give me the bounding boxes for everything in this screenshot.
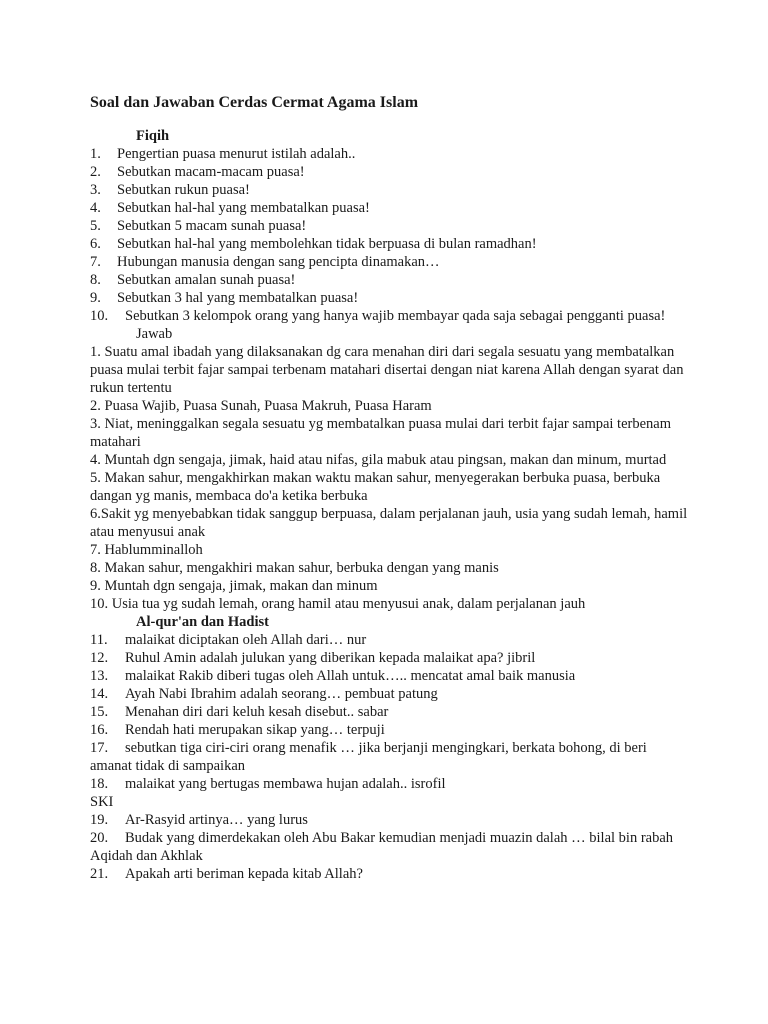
list-item: 3. Sebutkan rukun puasa! bbox=[90, 182, 250, 198]
answer-item: 3. Niat, meninggalkan segala sesuatu yg membatalkan puasa mulai dari terbit fajar sampai terbenam matahari bbox=[90, 416, 672, 450]
list-item: 17. sebutkan tiga ciri-ciri orang menafik … jika berjanji mengingkari, berkata bohong, di beri amanat tidak di sampaikan bbox=[90, 740, 647, 774]
list-item: 14. Ayah Nabi Ibrahim adalah seorang… pembuat patung bbox=[90, 686, 438, 702]
list-item: 19. Ar-Rasyid artinya… yang lurus bbox=[90, 812, 308, 828]
answer-item: 5. Makan sahur, mengakhirkan makan waktu makan sahur, menyegerakan berbuka puasa, berbuka dangan yg manis, membaca do'a ketika berbuka bbox=[90, 470, 661, 504]
answer-item: 6.Sakit yg menyebabkan tidak sanggup berpuasa, dalam perjalanan jauh, usia yang sudah lemah, hamil atau menyusui anak bbox=[90, 506, 688, 540]
answer-item: 1. Suatu amal ibadah yang dilaksanakan dg cara menahan diri dari segala sesuatu yang membatalkan puasa mulai terbit fajar sampai terbenam matahari disertai dengan niat karena Allah dengan syarat dan rukun tertentu bbox=[90, 344, 684, 396]
fiqih-answers bbox=[90, 343, 690, 613]
document-title: Soal dan Jawaban Cerdas Cermat Agama Islam bbox=[90, 94, 419, 111]
section-heading-ski: SKI bbox=[90, 794, 114, 810]
answer-item: 4. Muntah dgn sengaja, jimak, haid atau nifas, gila mabuk atau pingsan, makan dan minum, murtad bbox=[90, 452, 667, 468]
answer-item: 2. Puasa Wajib, Puasa Sunah, Puasa Makruh, Puasa Haram bbox=[90, 398, 432, 414]
answer-item: 9. Muntah dgn sengaja, jimak, makan dan minum bbox=[90, 578, 378, 594]
list-item: 15. Menahan diri dari keluh kesah disebut.. sabar bbox=[90, 704, 389, 720]
list-item: 12. Ruhul Amin adalah julukan yang diberikan kepada malaikat apa? jibril bbox=[90, 650, 536, 666]
list-item: 7. Hubungan manusia dengan sang pencipta dinamakan… bbox=[90, 254, 440, 270]
answer-item: 7. Hablumminalloh bbox=[90, 542, 203, 558]
section-heading-alquran: Al-qur'an dan Hadist bbox=[136, 614, 269, 630]
answer-item: 10. Usia tua yg sudah lemah, orang hamil atau menyusui anak, dalam perjalanan jauh bbox=[90, 596, 586, 612]
list-item: 8. Sebutkan amalan sunah puasa! bbox=[90, 272, 296, 288]
list-item: 2. Sebutkan macam-macam puasa! bbox=[90, 164, 305, 180]
list-item: 11. malaikat diciptakan oleh Allah dari… nur bbox=[90, 632, 367, 648]
list-item: 6. Sebutkan hal-hal yang membolehkan tidak berpuasa di bulan ramadhan! bbox=[90, 236, 537, 252]
section-heading-aqidah: Aqidah dan Akhlak bbox=[90, 848, 203, 864]
list-item: 13. malaikat Rakib diberi tugas oleh Allah untuk….. mencatat amal baik manusia bbox=[90, 668, 576, 684]
document-page bbox=[90, 93, 690, 883]
aqidah-items bbox=[90, 865, 690, 883]
section-heading-fiqih: Fiqih bbox=[136, 128, 170, 144]
list-item: 16. Rendah hati merupakan sikap yang… terpuji bbox=[90, 722, 385, 738]
fiqih-questions bbox=[90, 145, 690, 325]
answer-item: 8. Makan sahur, mengakhiri makan sahur, berbuka dengan yang manis bbox=[90, 560, 499, 576]
alquran-items bbox=[90, 631, 690, 793]
list-item: 9. Sebutkan 3 hal yang membatalkan puasa! bbox=[90, 290, 359, 306]
list-item: 5. Sebutkan 5 macam sunah puasa! bbox=[90, 218, 307, 234]
list-item: 21. Apakah arti beriman kepada kitab Allah? bbox=[90, 866, 363, 882]
jawab-heading: Jawab bbox=[136, 326, 173, 342]
list-item: 1. Pengertian puasa menurut istilah adalah.. bbox=[90, 146, 356, 162]
list-item: 20. Budak yang dimerdekakan oleh Abu Bakar kemudian menjadi muazin dalah … bilal bin rabah bbox=[90, 830, 674, 846]
list-item: 18. malaikat yang bertugas membawa hujan adalah.. isrofil bbox=[90, 776, 446, 792]
list-item: 4. Sebutkan hal-hal yang membatalkan puasa! bbox=[90, 200, 370, 216]
ski-items bbox=[90, 811, 690, 847]
list-item: 10. Sebutkan 3 kelompok orang yang hanya wajib membayar qada saja sebagai pengganti puasa! bbox=[90, 308, 666, 324]
